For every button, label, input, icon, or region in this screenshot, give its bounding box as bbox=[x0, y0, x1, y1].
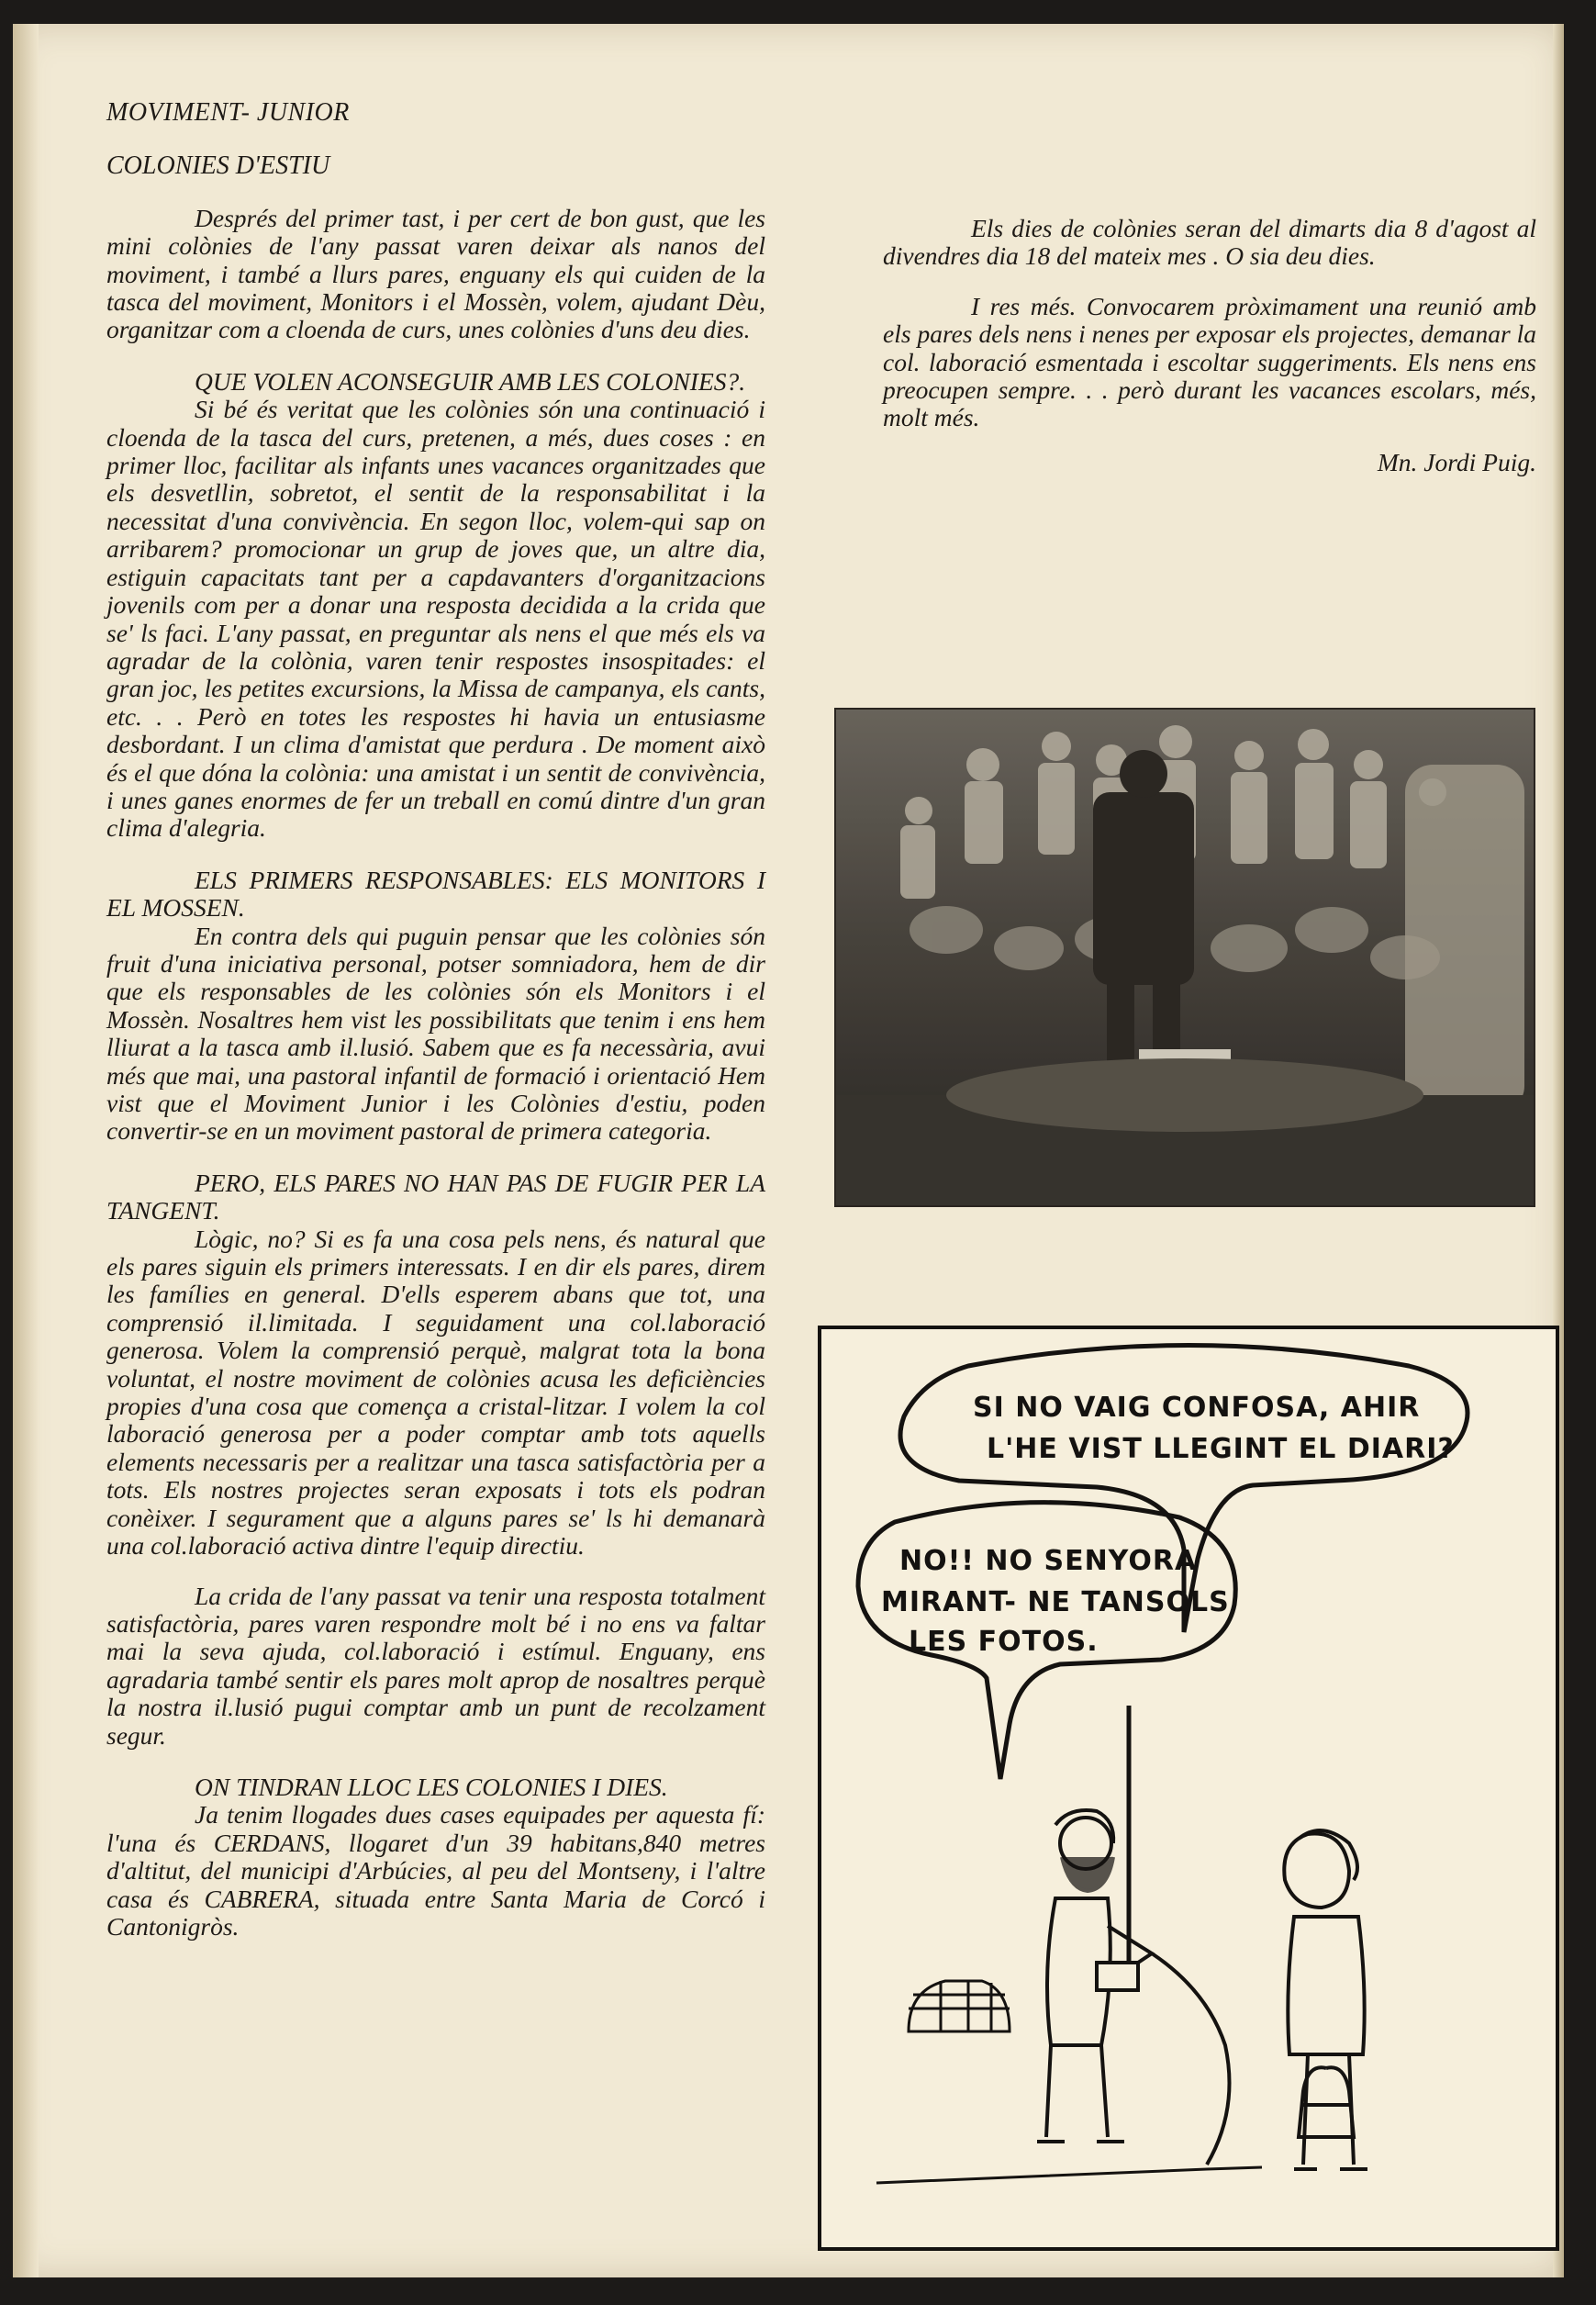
cartoon-panel bbox=[818, 1326, 1559, 2251]
ground-line bbox=[876, 2167, 1262, 2183]
paragraph-closing: I res més. Convocarem pròximament una reunió amb els pares dels nens i nenes per exposar els projectes, demanar la col. laboració esmentada i escoltar suggeriments. Els nens ens preocupen sempre. . . però durant les vacances escolars, més, molt més. bbox=[883, 291, 1536, 432]
colony-group-photo bbox=[834, 708, 1535, 1207]
section-heading-lloc: ON TINDRAN LLOC LES COLONIES I DIES. bbox=[195, 1772, 668, 1801]
old-man-figure bbox=[1037, 1810, 1230, 2165]
magazine-page bbox=[13, 24, 1564, 2277]
section-heading-responsables: ELS PRIMERS RESPONSABLES: ELS MONITORS I EL MOSSEN. bbox=[106, 865, 765, 923]
paragraph-responsables: En contra dels qui puguin pensar que les colònies són fruit d'una iniciativa personal, potser somniadora, hem de dir que els responsables de les colònies són els Monitors i el Mossèn. Nosaltres hem vist les possibilitats que tenim i ens hem lliurat a la tasca amb il.lusió. Sabem que es fa necessària, avui més que mai, una pastoral infantil de formació i orientació Hem vist que el Moviment Junior i les Colònies d'estiu, poden convertir-se en un moviment pastoral de primera categoria. bbox=[106, 921, 765, 1146]
author-signature: Mn. Jordi Puig. bbox=[1377, 447, 1536, 476]
paragraph-dates: Els dies de colònies seran del dimarts dia 8 d'agost al divendres dia 18 del mateix mes . O sia deu dies. bbox=[883, 214, 1536, 271]
bubble1-line2: L'HE VIST LLEGINT EL DIARI? bbox=[987, 1433, 1455, 1465]
section-heading-pares: PERO, ELS PARES NO HAN PAS DE FUGIR PER LA TANGENT. bbox=[106, 1168, 765, 1225]
section-heading-goals: QUE VOLEN ACONSEGUIR AMB LES COLONIES?. bbox=[195, 366, 746, 396]
paragraph-pares: Lògic, no? Si es fa una cosa pels nens, és natural que els pares siguin els primers interessats. I en dir els pares, direm les famílies en general. D'ells esperem abans que tot, una comprensió il.limitada. I seguidament una col.laboració generosa. Volem la comprensió perquè, malgrat tota la bona voluntat, el nostre moviment de colònies acusa les deficiències propies d'una cosa que comença a cristal-litzar. I volem la col laboració generosa per a poder comptar amb tots aquells elements necessaris per a realitzar una tasca satisfactòria per a tots. Els nostres projectes seran exposats i tots els podran conèixer. I segurament que a alguns pares se' ls hi demanarà una col.laboració activa dintre l'equip directiu. bbox=[106, 1224, 765, 1561]
article-title: COLONIES D'ESTIU bbox=[106, 151, 330, 181]
brick-pile bbox=[909, 1981, 1010, 2031]
section-kicker: MOVIMENT- JUNIOR bbox=[106, 98, 350, 127]
paragraph-goals: Si bé és veritat que les colònies són una continuació i cloenda de la tasca del curs, pretenen, a més, dues coses : en primer lloc, facilitar als infants unes vacances organitzades que els desvetllin, sobretot, el sentit de la responsabilitat i la necessitat d'una convivència. En segon lloc, volem-qui sap on arribarem? promocionar un grup de joves que, un altre dia, estiguin capacitats tant per a capdavanters d'organitzacions jovenils com per a donar una resposta decidida a la crida que se' ls faci. L'any passat, en preguntar als nens el que més els va agradar de la colònia, varen tenir respostes insospitades: el gran joc, les petites excursions, la Missa de campanya, els cants, etc. . . Però en totes les respostes hi havia un entusiasme desbordant. I un clima d'amistat que perdura . De moment això és el que dóna la colònia: una amistat i un sentit de convivència, i unes ganes enormes de fer un treball en comú dintre d'un gran clima d'alegria. bbox=[106, 395, 765, 843]
article-right-column bbox=[883, 215, 1536, 502]
woman-figure bbox=[1284, 1830, 1367, 2169]
bubble2-line1: NO!! NO SENYORA bbox=[899, 1545, 1198, 1577]
bubble2-line2: MIRANT- NE TANSOLS bbox=[881, 1586, 1230, 1618]
paragraph-lloc: Ja tenim llogades dues cases equipades per aquesta fí: l'una és CERDANS, llogaret d'un 39 habitans,840 metres d'altitut, del municipi d'Arbúcies, al peu del Montseny, i l'altre casa és CABRERA, situada entre Santa Maria de Corcó i Cantonigròs. bbox=[106, 1800, 765, 1941]
article-left-column bbox=[106, 99, 765, 1941]
intro-paragraph: Després del primer tast, i per cert de bon gust, que les mini colònies de l'any passat varen deixar als nanos del moviment, i també a llurs pares, enguany els qui cuiden de la tasca del moviment, Monitors i el Mossèn, volem, ajudant Dèu, organitzar com a cloenda de curs, unes colònies d'uns deu dies. bbox=[106, 203, 765, 344]
bubble1-line1: SI NO VAIG CONFOSA, AHIR bbox=[973, 1392, 1421, 1424]
paragraph-crida: La crida de l'any passat va tenir una resposta totalment satisfactòria, pares varen respondre molt bé i no ens va faltar mai la seva ajuda, col.laboració i estímul. Enguany, ens agradaria també sentir els pares molt aprop de nosaltres perquè la nostra il.lusió pugui comptar amb un punt de recolzament segur. bbox=[106, 1581, 765, 1750]
bubble2-line3: LES FOTOS. bbox=[909, 1626, 1099, 1658]
